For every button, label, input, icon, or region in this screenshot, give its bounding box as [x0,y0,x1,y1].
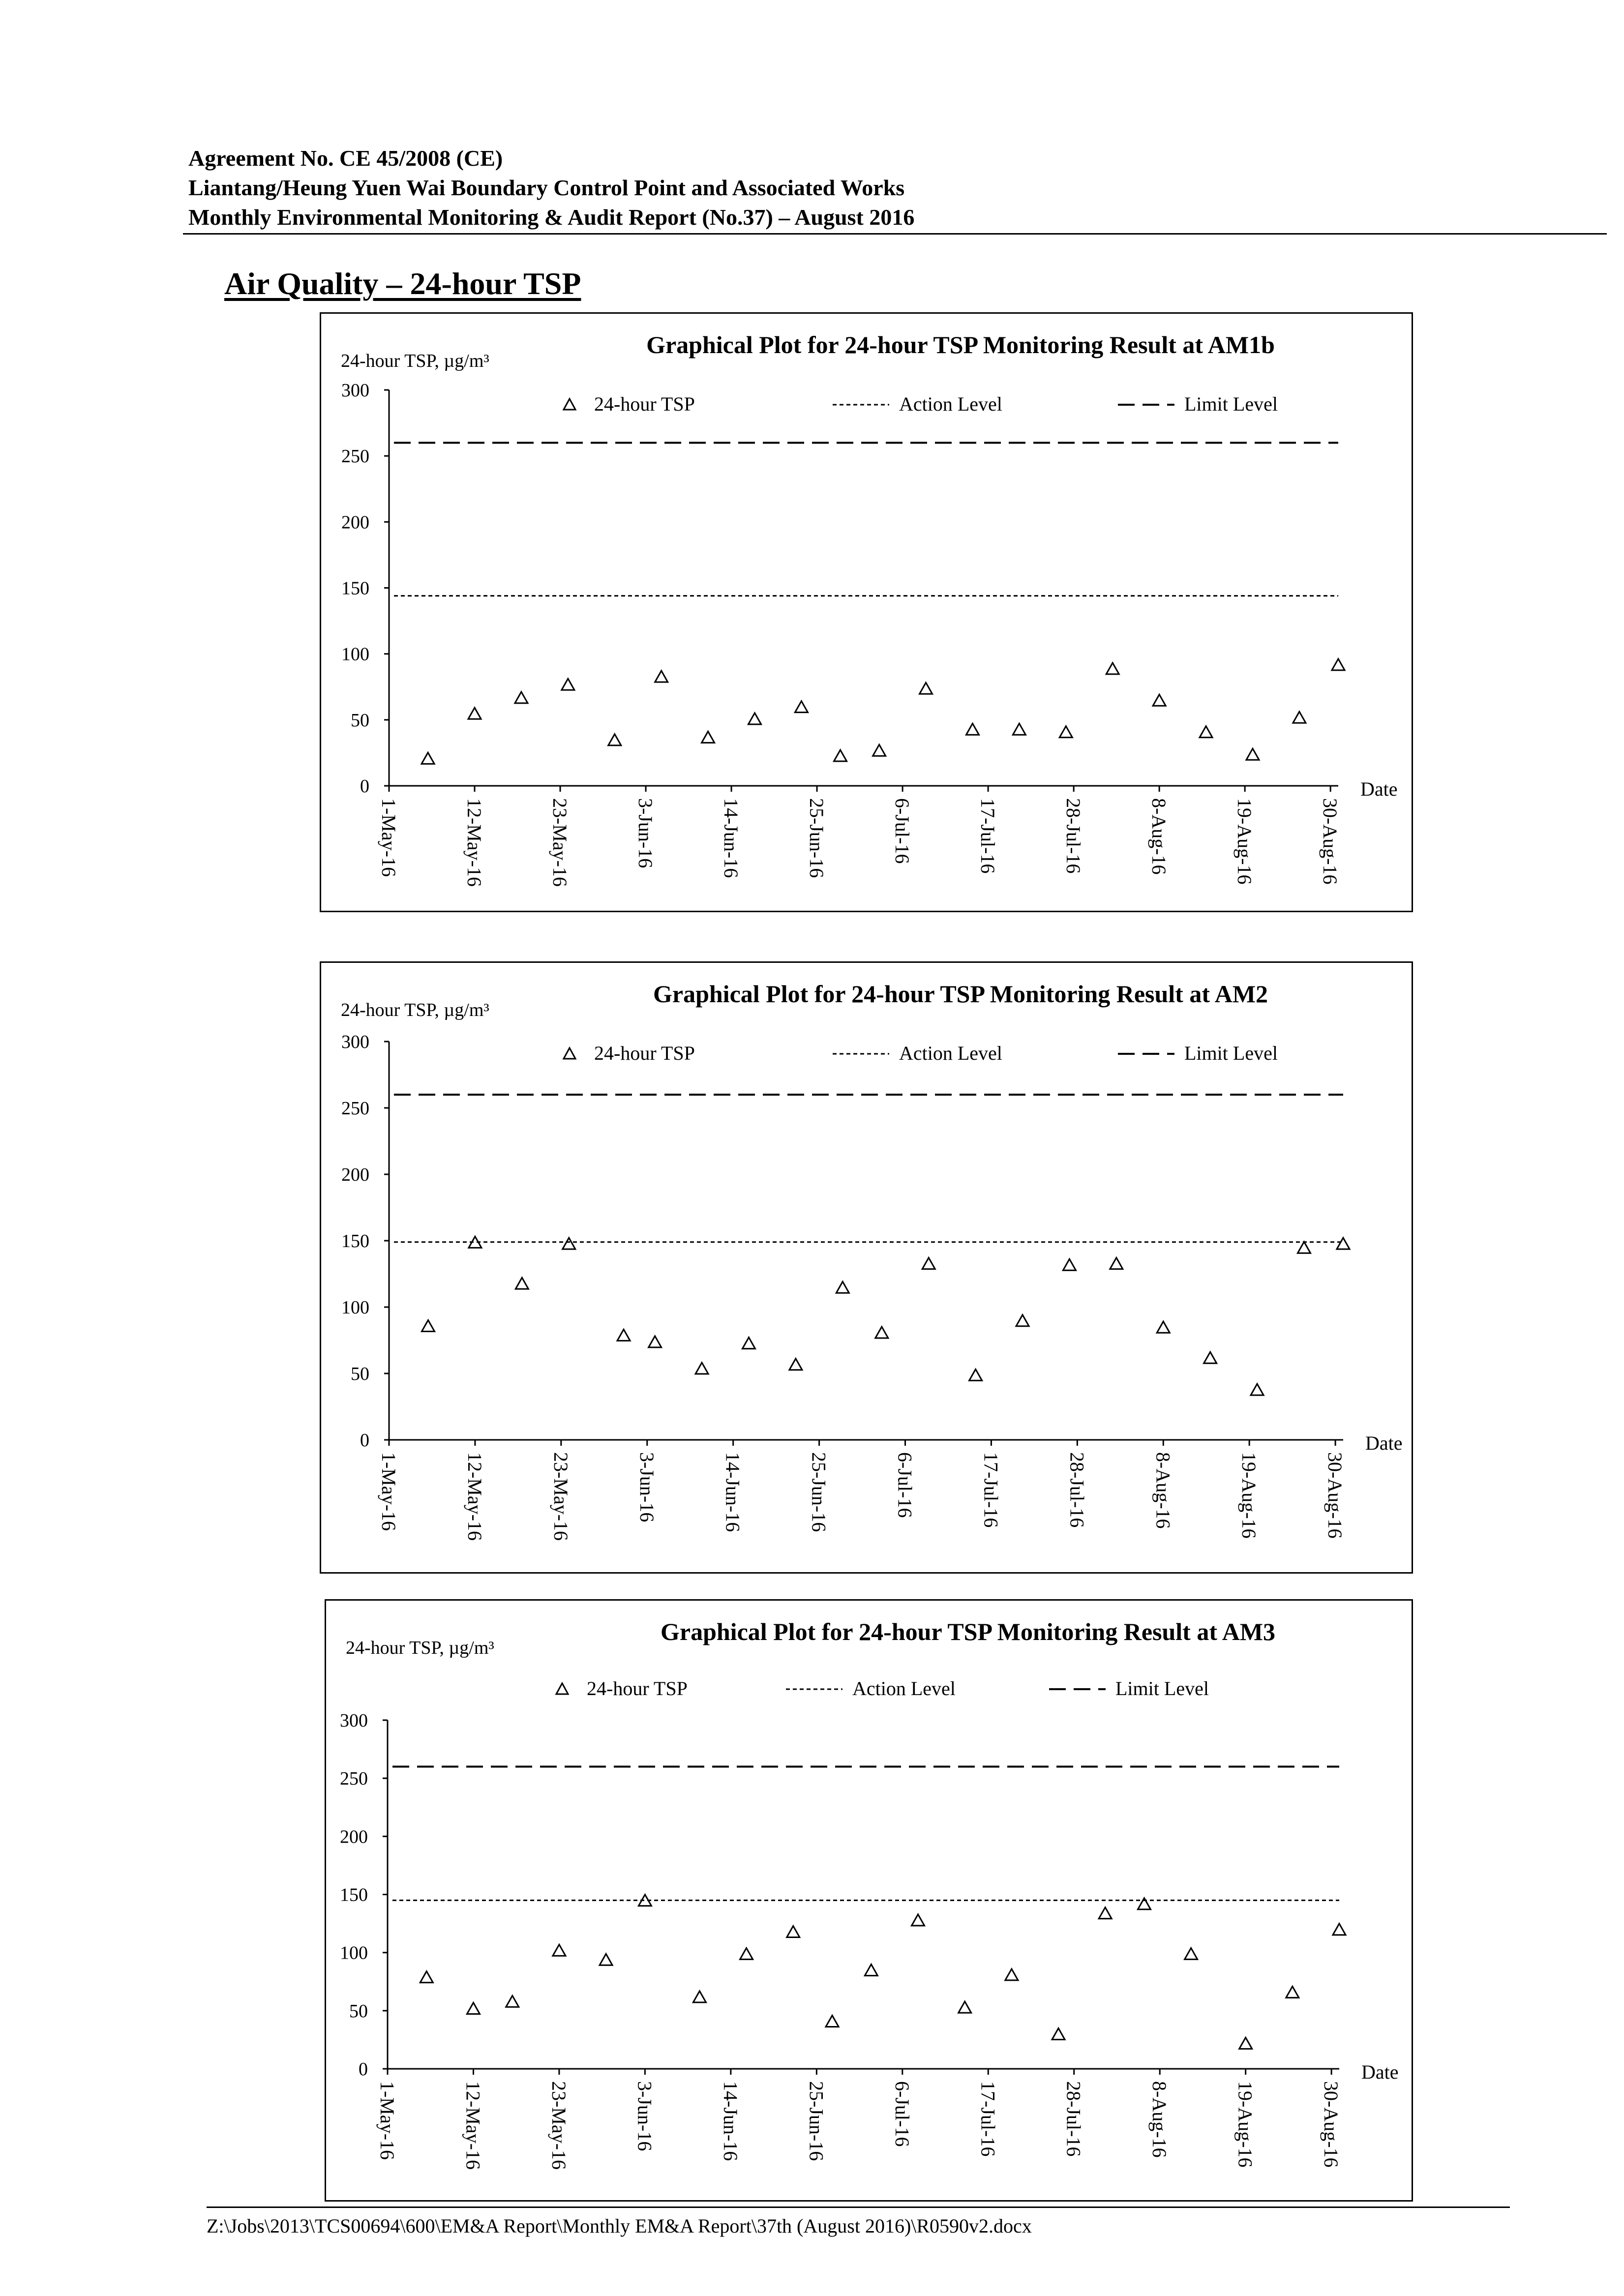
data-point [608,734,621,745]
x-tick-label: 30-Aug-16 [1324,1452,1347,1539]
file-path-footer: Z:\Jobs\2013\TCS00694\600\EM&A Report\Monthly EM&A Report\37th (August 2016)\R0590v2.docx [207,2215,1032,2237]
x-tick-label: 23-May-16 [547,2081,570,2170]
data-point [468,708,481,719]
x-tick-label: 23-May-16 [549,798,571,887]
data-point [742,1338,755,1349]
chart-am1b [321,314,1414,914]
y-tick-label: 300 [340,1710,368,1731]
legend-marker-triangle [556,1683,568,1694]
x-tick-label: 17-Jul-16 [977,2081,999,2157]
data-point [1153,694,1166,706]
y-axis-label: 24-hour TSP, µg/m³ [341,351,489,371]
data-point [1332,659,1345,670]
data-point [1204,1352,1217,1363]
data-point [1110,1258,1123,1269]
x-tick-label: 12-May-16 [463,1452,486,1541]
legend-label-tsp: 24-hour TSP [587,1677,688,1700]
y-tick-label: 250 [340,1768,368,1789]
x-tick-label: 1-May-16 [378,798,400,877]
x-tick-label: 12-May-16 [463,798,486,887]
data-point [1099,1908,1112,1919]
data-point [922,1258,935,1269]
data-point [1157,1321,1170,1333]
legend-marker-triangle [564,1048,575,1059]
legend-label-action: Action Level [899,393,1002,415]
y-axis-label: 24-hour TSP, µg/m³ [346,1638,494,1658]
footer-rule [207,2207,1510,2208]
chart-title: Graphical Plot for 24-hour TSP Monitoring Result at AM2 [653,980,1268,1008]
y-tick-label: 150 [341,578,369,599]
data-point [421,752,434,764]
x-axis-label: Date [1361,2061,1399,2083]
y-tick-label: 0 [360,776,369,797]
y-tick-label: 100 [341,644,369,665]
x-tick-label: 6-Jul-16 [894,1452,916,1518]
y-tick-label: 250 [341,446,369,467]
x-tick-label: 8-Aug-16 [1148,2081,1171,2158]
data-point [966,723,979,735]
data-point [1016,1315,1029,1326]
data-point [695,1363,708,1374]
section-title: Air Quality – 24-hour TSP [224,266,581,301]
data-point [740,1948,753,1959]
legend-marker-triangle [564,399,575,410]
data-point [1239,2037,1252,2049]
x-tick-label: 17-Jul-16 [980,1452,1002,1528]
data-point [920,683,932,694]
data-point [875,1327,888,1338]
data-point [655,671,668,682]
data-point [787,1926,800,1937]
data-point [563,1238,575,1249]
data-point [617,1329,630,1341]
legend-label-action: Action Level [899,1042,1002,1064]
x-tick-label: 1-May-16 [376,2081,398,2160]
x-tick-label: 23-May-16 [549,1452,572,1541]
x-tick-label: 14-Jun-16 [719,2081,742,2161]
data-point [1251,1384,1263,1395]
data-point [1333,1924,1346,1935]
data-point [1013,723,1025,735]
x-tick-label: 8-Aug-16 [1148,798,1171,875]
x-tick-label: 14-Jun-16 [720,798,743,878]
y-tick-label: 50 [351,710,369,731]
x-tick-label: 6-Jul-16 [891,2081,913,2147]
y-tick-label: 100 [341,1297,369,1318]
header-rule [183,233,1607,235]
x-tick-label: 30-Aug-16 [1319,798,1342,885]
x-tick-label: 19-Aug-16 [1238,1452,1261,1539]
x-tick-label: 19-Aug-16 [1234,2081,1257,2168]
x-tick-label: 3-Jun-16 [634,798,657,868]
legend-label-tsp: 24-hour TSP [594,1042,695,1064]
data-point [1005,1969,1018,1980]
y-tick-label: 0 [359,2059,368,2080]
data-point [836,1282,849,1293]
data-point [1185,1948,1198,1959]
y-tick-label: 0 [360,1430,369,1451]
data-point [912,1914,925,1926]
y-tick-label: 200 [341,1164,369,1185]
legend-label-limit: Limit Level [1115,1677,1209,1700]
x-tick-label: 3-Jun-16 [633,2081,656,2151]
data-point [834,750,847,761]
data-point [515,692,528,703]
data-point [1293,712,1306,723]
data-point [789,1359,802,1370]
x-tick-label: 25-Jun-16 [808,1452,830,1532]
data-point [873,745,886,756]
x-tick-label: 25-Jun-16 [805,2081,828,2161]
data-point [1063,1259,1076,1270]
data-point [506,1996,519,2007]
data-point [553,1944,566,1956]
chart-title: Graphical Plot for 24-hour TSP Monitoring Result at AM3 [660,1618,1276,1645]
data-point [959,2001,971,2013]
data-point [515,1278,528,1289]
data-point [1246,748,1259,760]
data-point [600,1954,612,1965]
x-tick-label: 28-Jul-16 [1062,2081,1085,2157]
chart-title: Graphical Plot for 24-hour TSP Monitoring Result at AM1b [646,331,1275,358]
data-point [649,1336,662,1347]
legend-label-limit: Limit Level [1184,393,1278,415]
data-point [1106,663,1119,674]
data-point [702,731,715,743]
data-point [749,713,761,724]
data-point [1297,1242,1310,1253]
data-point [1337,1238,1350,1249]
legend-label-tsp: 24-hour TSP [594,393,695,415]
data-point [562,679,574,690]
x-tick-label: 1-May-16 [378,1452,400,1531]
y-tick-label: 300 [341,380,369,401]
project-line: Liantang/Heung Yuen Wai Boundary Control Point and Associated Works [188,175,905,200]
data-point [1059,726,1072,738]
x-tick-label: 6-Jul-16 [891,798,914,864]
y-tick-label: 250 [341,1098,369,1119]
y-tick-label: 200 [341,512,369,533]
x-tick-label: 30-Aug-16 [1320,2081,1343,2168]
x-tick-label: 14-Jun-16 [722,1452,744,1532]
chart-am2 [321,963,1414,1575]
x-tick-label: 25-Jun-16 [806,798,828,878]
data-point [865,1964,877,1975]
x-tick-label: 28-Jul-16 [1062,798,1085,874]
data-point [467,2002,480,2014]
report-line: Monthly Environmental Monitoring & Audit Report (No.37) – August 2016 [188,205,915,230]
chart-panel-am1b [320,312,1413,912]
y-axis-label: 24-hour TSP, µg/m³ [341,1000,489,1020]
agreement-line: Agreement No. CE 45/2008 (CE) [188,146,503,171]
chart-panel-am3 [325,1599,1413,2202]
y-tick-label: 50 [349,2000,368,2022]
chart-am3 [326,1601,1414,2203]
x-tick-label: 8-Aug-16 [1152,1452,1174,1529]
y-tick-label: 300 [341,1032,369,1052]
legend-label-action: Action Level [852,1677,956,1700]
y-tick-label: 200 [340,1826,368,1848]
x-tick-label: 19-Aug-16 [1233,798,1256,885]
x-tick-label: 12-May-16 [462,2081,484,2170]
y-tick-label: 150 [341,1231,369,1252]
y-tick-label: 50 [351,1364,369,1384]
data-point [693,1991,706,2002]
data-point [1052,2028,1065,2039]
legend-label-limit: Limit Level [1184,1042,1278,1064]
y-tick-label: 150 [340,1884,368,1906]
data-point [1286,1986,1299,1998]
report-header [188,144,914,232]
data-point [420,1971,433,1983]
data-point [422,1320,435,1332]
data-point [969,1369,982,1380]
x-tick-label: 28-Jul-16 [1066,1452,1088,1528]
x-axis-label: Date [1365,1432,1403,1454]
x-tick-label: 17-Jul-16 [977,798,999,874]
x-axis-label: Date [1360,778,1398,800]
data-point [795,701,808,713]
chart-panel-am2 [320,961,1413,1574]
data-point [1200,726,1212,738]
y-tick-label: 100 [340,1942,368,1964]
x-tick-label: 3-Jun-16 [635,1452,658,1522]
data-point [826,2015,839,2027]
